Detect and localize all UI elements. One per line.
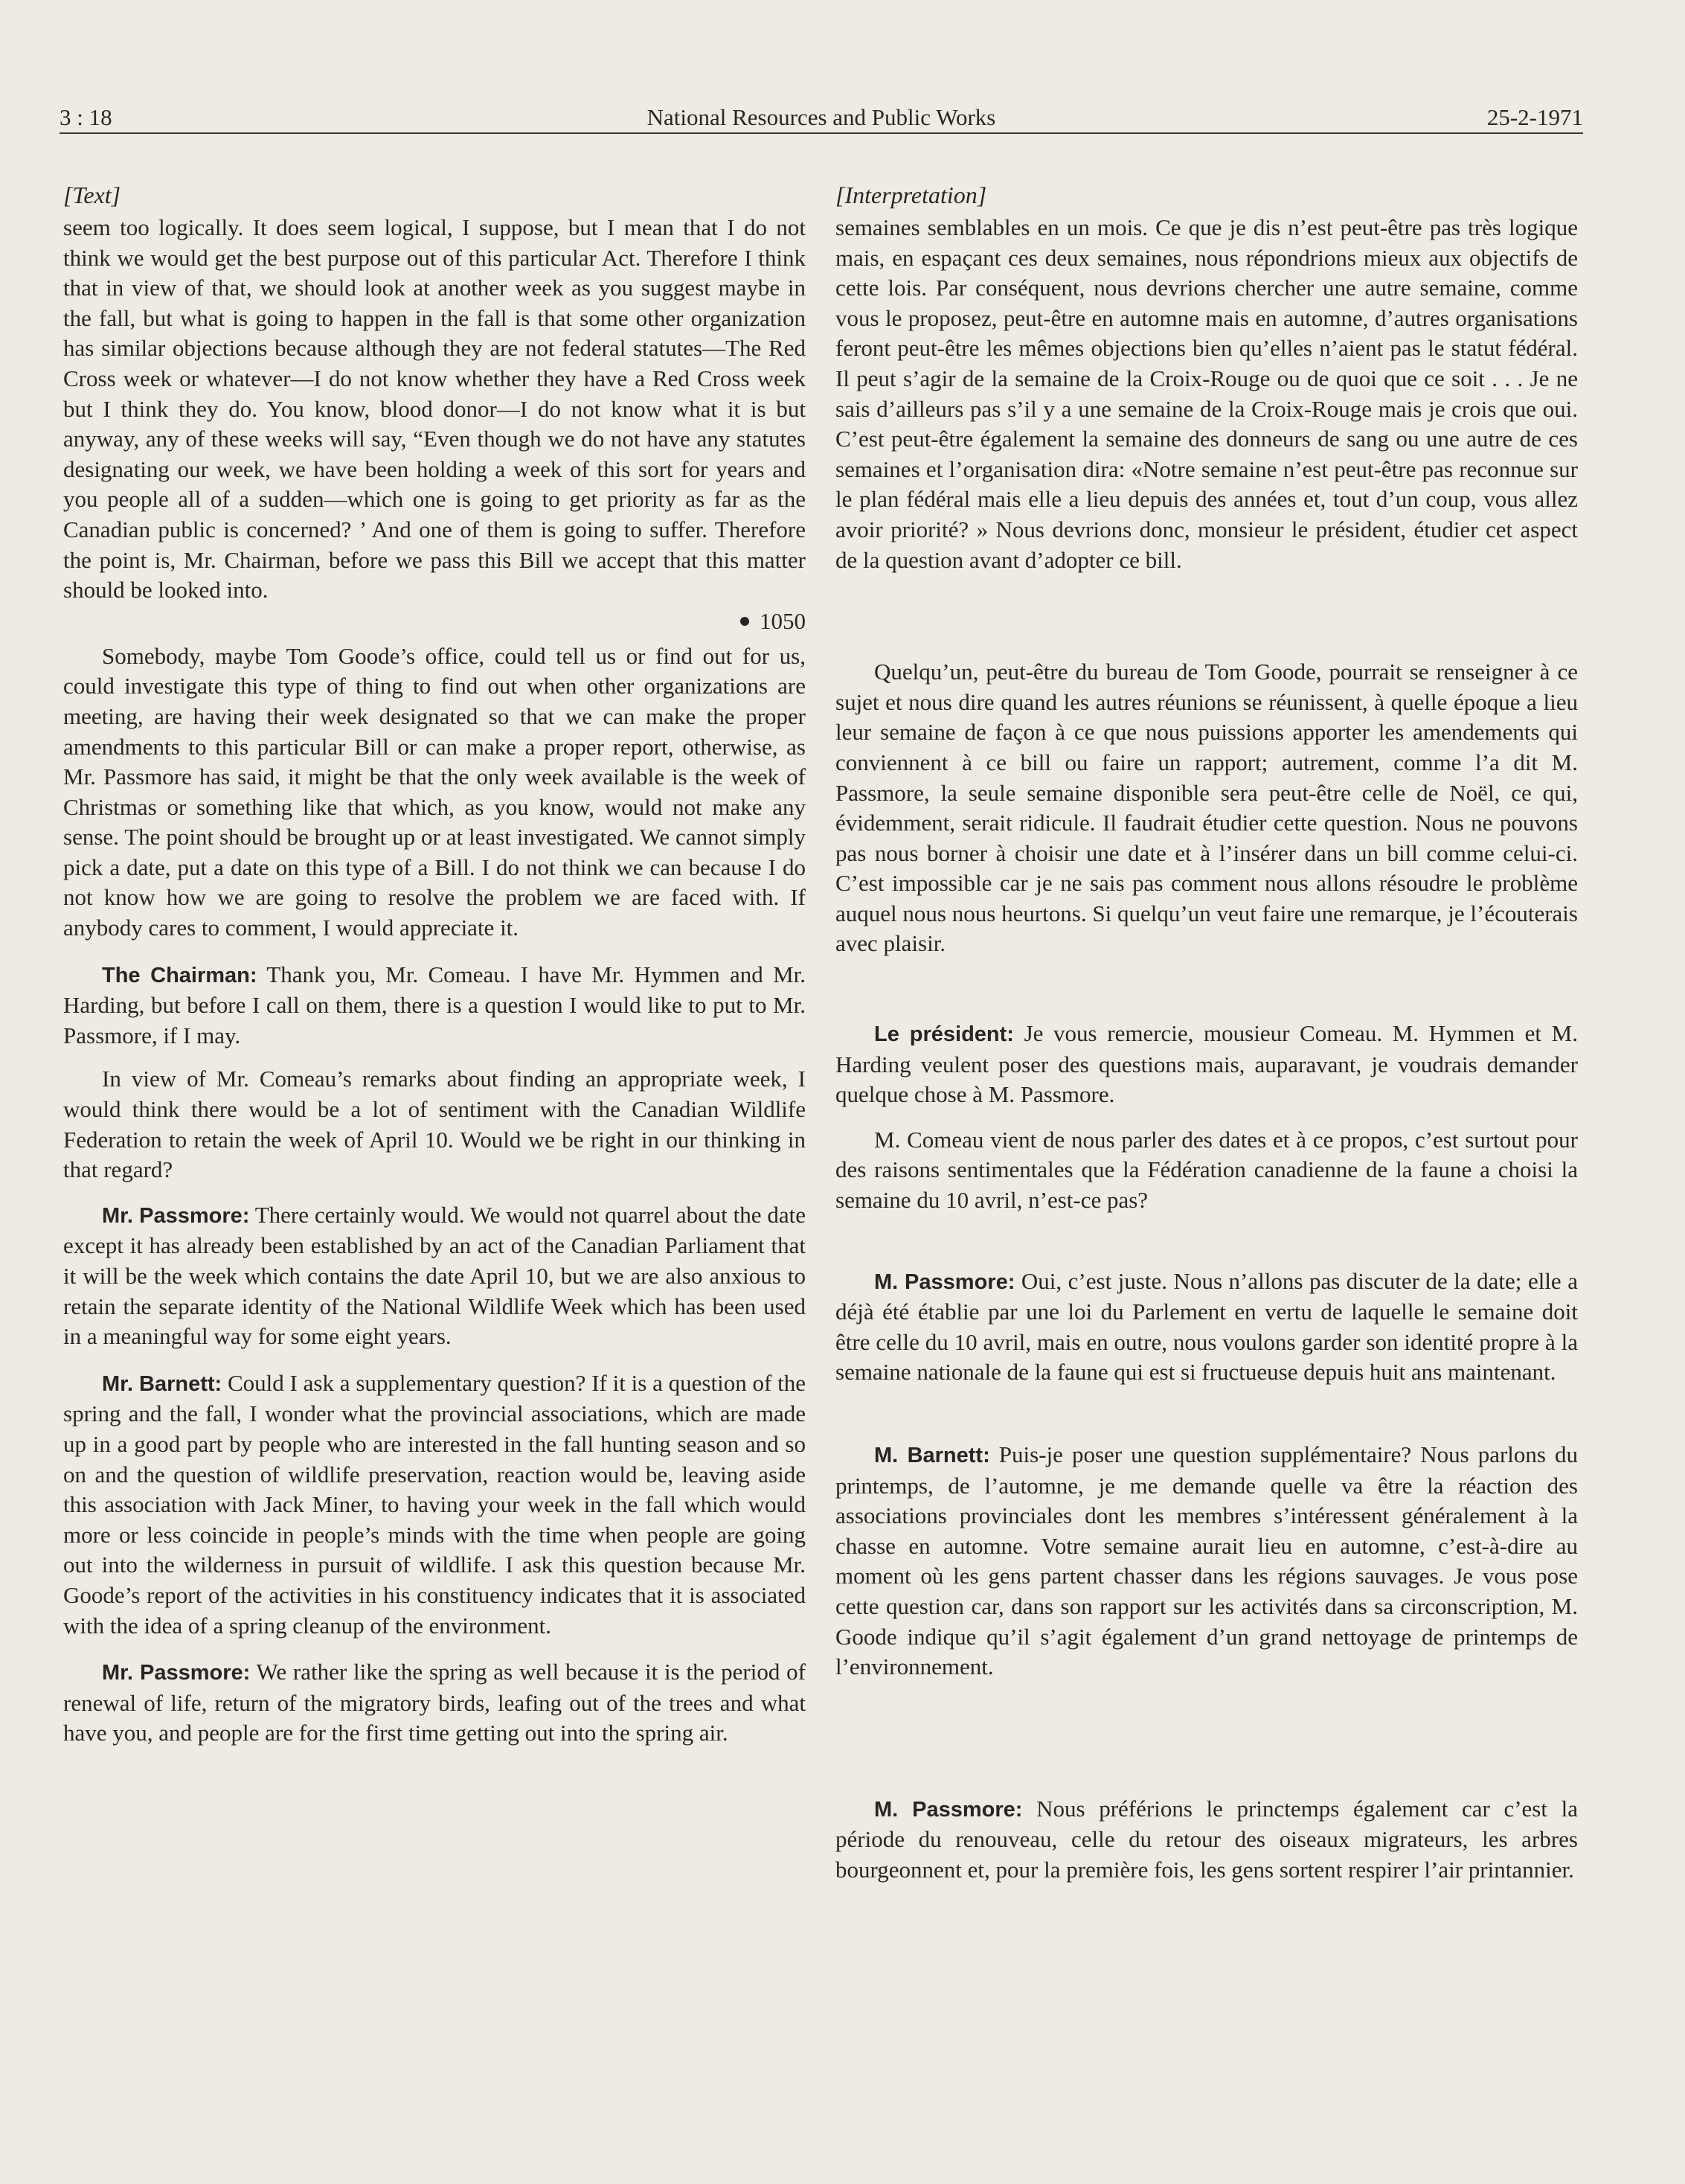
header-rule <box>60 132 1583 134</box>
speaker-name: M. Barnett: <box>874 1444 990 1467</box>
header-date: 25-2-1971 <box>1486 104 1583 130</box>
page-header <box>60 103 1583 132</box>
french-column <box>835 179 1578 1886</box>
column-heading-interpretation: [Interpretation] <box>835 182 987 208</box>
speaker-name: Le président: <box>874 1022 1014 1047</box>
speech: M. Barnett: Puis-je poser une question supplémentaire? Nous parlons du printemps, de l’automne, je me demande quelle va être la réaction des associations provinciales dont les membres s’intéressent généralement à la chasse en automne. Votre semaine aurait lieu en automne, c’est-à-dire au moment où les gens partent chasser dans les régions sauvages. Je vous pose cette question car, dans son rapport sur les activités dans sa circonscription, M. Goode indique qu’il s’agit également d’un grand nettoyage de printemps de l’environnement. <box>835 1441 1578 1680</box>
paragraph: Somebody, maybe Tom Goode’s office, could tell us or find out for us, could investigate this type of thing to find out when other organizations are meeting, are having their week designated so that we can make the proper amendments to this particular Bill or can make a proper report, otherwise, as Mr. Passmore has said, it might be that the only week available is the week of Christmas or something like that which, as you know, would not make any sense. The point should be brought up or at least investigated. We cannot simply pick a date, put a date on this type of a Bill. I do not think we can because I do not know how we are going to resolve the problem we are faced with. If anybody cares to comment, I would appreciate it. <box>63 642 806 941</box>
speech: M. Passmore: Oui, c’est juste. Nous n’allons pas discuter de la date; elle a déjà été établie par une loi du Parlement en vertu de laquelle le semaine doit être celle du 10 avril, mais en outre, nous voulons garder son identité propre à la semaine nationale de la faune qui est si fructueuse depuis huit ans maintenant. <box>835 1267 1578 1386</box>
speaker-name: The Chairman: <box>102 963 257 987</box>
speaker-name: Mr. Barnett: <box>102 1371 222 1396</box>
speech: Mr. Passmore: There certainly would. We would not quarrel about the date except it has already been established by an act of the Canadian Parliament that it will be the week which contains the date April 10, but we are also anxious to retain the separate identity of the National Wildlife Week which has been used in a meaningful way for some eight years. <box>63 1201 806 1350</box>
speaker-name: Mr. Passmore: <box>102 1203 250 1228</box>
paragraph: In view of Mr. Comeau’s remarks about finding an appropriate week, I would think there would be a lot of sentiment with the Canadian Wildlife Federation to retain the week of April 10. Would we be right in our thinking in that regard? <box>63 1066 806 1183</box>
speech: The Chairman: Thank you, Mr. Comeau. I have Mr. Hymmen and Mr. Harding, but before I call on them, there is a question I would like to put to Mr. Passmore, if I may. <box>63 961 806 1048</box>
bullet-icon <box>740 617 749 626</box>
paragraph: Quelqu’un, peut-être du bureau de Tom Goode, pourrait se renseigner à ce sujet et nous dire quand les autres réunions se réunissent, à quelle époque a lieu leur semaine de façon à ce que nous puissions apporter les amendements qui conviennent à ce bill ou faire un rapport; autrement, comme l’a dit M. Passmore, la seule semaine disponible sera peut-être celle de Noël, ce qui, évidemment, serait ridicule. Il faudrait étudier cette question. Nous ne pouvons pas nous borner à choisir une date et à l’insérer dans un bill comme celui-ci. C’est impossible car je ne sais pas comment nous allons résoudre le problème auquel nous nous heurtons. Si quelqu’un veut faire une remarque, je l’écouterais avec plaisir. <box>835 659 1578 957</box>
speaker-name: Mr. Passmore: <box>102 1661 251 1685</box>
paragraph: seem too logically. It does seem logical, I suppose, but I mean that I do not think we would get the best purpose out of this particular Act. Therefore I think that in view of that, we should look at another week as you suggest maybe in the fall, but what is going to happen in the fall is that some other organization has similar objections because although they are not federal statutes—The Red Cross week or whatever—I do not know whether they have a Red Cross week but I think they do. You know, blood donor—I do not know what it is but anyway, any of these weeks will say, “Even though we do not have any statutes designating our week, we have been holding a week of this sort for years and you people all of a sudden—which one is going to get priority as far as the Canadian public is concerned? ’ And one of them is going to suffer. Therefore the point is, Mr. Chairman, before we pass this Bill we accept that this matter should be looked into. <box>63 214 806 603</box>
speech: Le président: Je vous remercie, mousieur Comeau. M. Hymmen et M. Harding veulent poser des questions mais, auparavant, je voudrais demander quelque chose à M. Passmore. <box>835 1020 1578 1108</box>
page-number: 3 : 18 <box>60 104 112 130</box>
speech: M. Passmore: Nous préférions le princtemps également car c’est la période du renouveau, celle du retour des oiseaux migrateurs, les arbres bourgeonnent et, pour la première fois, les gens sortent respirer l’air printannier. <box>835 1795 1578 1883</box>
column-heading-text: [Text] <box>63 182 121 208</box>
speaker-name: M. Passmore: <box>874 1269 1015 1294</box>
time-marker: 1050 <box>63 606 806 637</box>
speech: Mr. Barnett: Could I ask a supplementary question? If it is a question of the spring and the fall, I wonder what the provincial associations, which are made up in a good part by people who are interested in the fall hunting season and so on and the question of wildlife preservation, reaction would be, leaving aside this association with Jack Miner, to having your week in the fall which would more or less coincide in people’s minds with the time when people are going out into the wilderness in pursuit of wildlife. I ask this question because Mr. Goode’s report of the activities in his constituency indicates that it is associated with the idea of a spring cleanup of the environment. <box>63 1369 806 1639</box>
english-column <box>63 179 806 1749</box>
speech: Mr. Passmore: We rather like the spring as well because it is the period of renewal of life, return of the migratory birds, leafing out of the trees and what have you, and people are for the first time getting out into the spring air. <box>63 1659 806 1746</box>
paragraph: M. Comeau vient de nous parler des dates et à ce propos, c’est surtout pour des raisons sentimentales que la Fédération canadienne de la faune a choisi la semaine du 10 avril, n’est-ce pas? <box>835 1126 1578 1214</box>
paragraph: semaines semblables en un mois. Ce que je dis n’est peut-être pas très logique mais, en espaçant ces deux semaines, nous répondrions mieux aux objectifs de cette lois. Par conséquent, nous devrions chercher une autre semaine, comme vous le proposez, peut-être en automne mais en automne, d’autres organisations feront peut-être les mêmes objections bien qu’elles n’aient pas le statut fédéral. Il peut s’agir de la semaine de la Croix-Rouge ou de quoi que ce soit . . . Je ne sais d’ailleurs pas s’il y a une semaine de la Croix-Rouge mais je crois que oui. C’est peut-être également la semaine des donneurs de sang ou une autre de ces semaines et l’organisation dira: «Notre semaine n’est peut-être pas reconnue sur le plan fédéral mais elle a lieu depuis des années et, tout d’un coup, vous allez avoir priorité? » Nous devrions donc, monsieur le président, étudier cet aspect de la question avant d’adopter ce bill. <box>835 214 1578 573</box>
speaker-name: M. Passmore: <box>874 1797 1023 1822</box>
running-title: National Resources and Public Works <box>646 104 996 130</box>
